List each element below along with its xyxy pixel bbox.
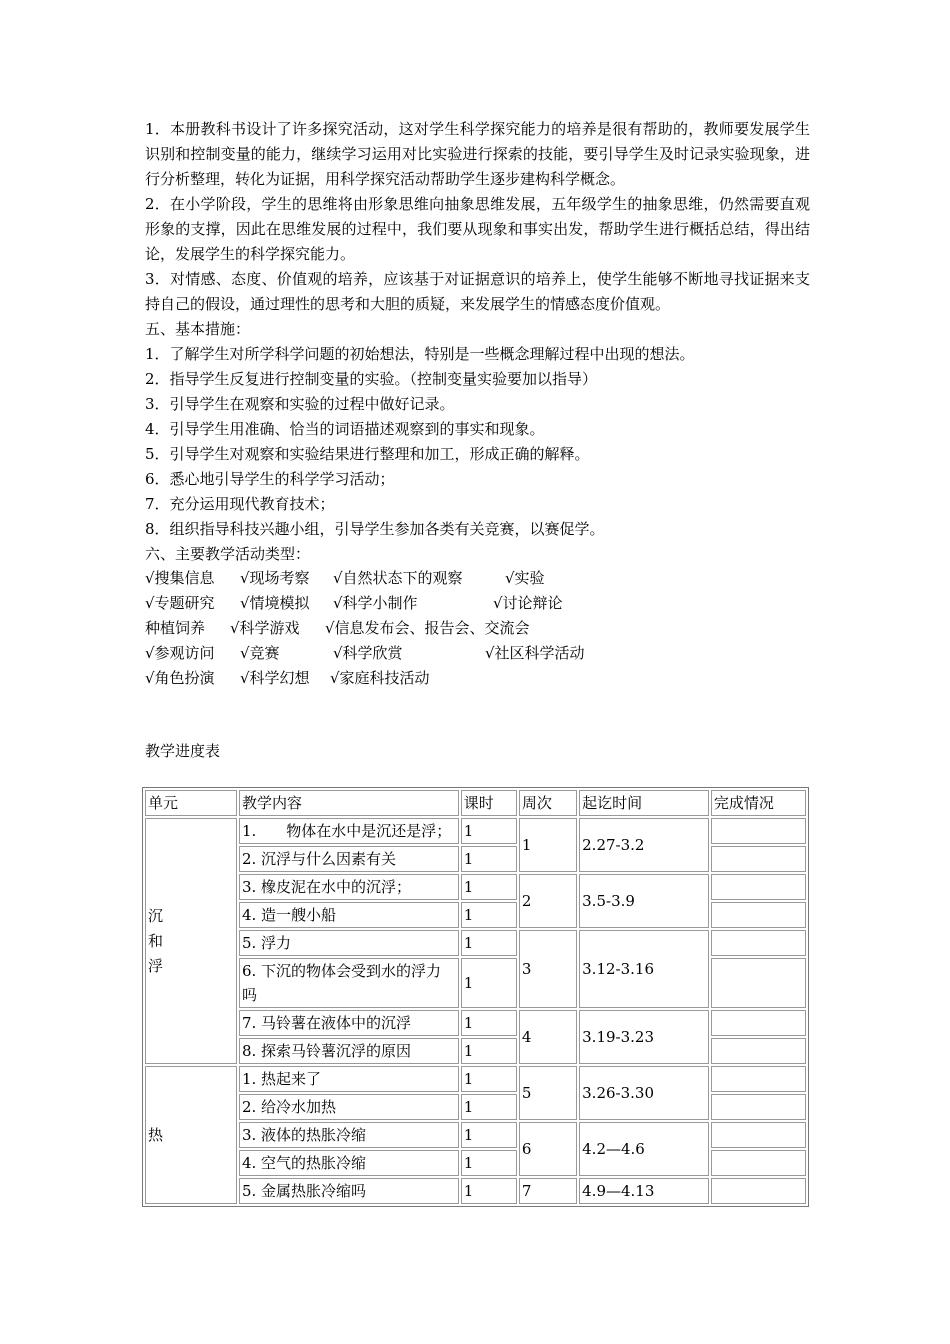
measure-item: 8．组织指导科技兴趣小组，引导学生参加各类有关竞赛，以赛促学。 <box>145 520 605 538</box>
unit-name-char: 浮 <box>148 956 164 975</box>
lesson-cell: 5. 金属热胀冷缩吗 <box>239 1178 459 1204</box>
lesson-cell: 8. 探索马铃薯沉浮的原因 <box>239 1038 459 1064</box>
activity-type: √情境模拟 <box>240 594 310 612</box>
hours-cell: 1 <box>461 958 517 1008</box>
schedule-table <box>142 787 809 1207</box>
section-6-heading: 六、主要教学活动类型： <box>145 545 311 563</box>
unit-cell <box>145 1066 237 1204</box>
activity-type: 种植饲养 <box>145 619 206 637</box>
activity-type: √专题研究 <box>145 594 215 612</box>
week-cell: 1 <box>519 818 577 872</box>
measure-item: 6．悉心地引导学生的科学学习活动； <box>145 470 395 488</box>
activity-type: √参观访问 <box>145 644 215 662</box>
week-cell: 2 <box>519 874 577 928</box>
lesson-cell: 5. 浮力 <box>239 930 459 956</box>
hours-cell: 1 <box>461 902 517 928</box>
status-cell <box>711 1010 806 1036</box>
unit-name-char: 热 <box>148 1125 164 1144</box>
table-row <box>145 818 806 844</box>
unit-name-char: 和 <box>148 931 164 950</box>
header-cell: 教学内容 <box>239 790 459 816</box>
dates-cell: 4.2—4.6 <box>579 1122 709 1176</box>
dates-cell: 3.26-3.30 <box>579 1066 709 1120</box>
dates-cell: 2.27-3.2 <box>579 818 709 872</box>
dates-cell: 3.5-3.9 <box>579 874 709 928</box>
hours-cell: 1 <box>461 1066 517 1092</box>
week-cell: 7 <box>519 1178 577 1204</box>
activity-type: √自然状态下的观察 <box>333 569 463 587</box>
activity-type: √科学欣赏 <box>333 644 403 662</box>
lesson-cell: 1. 热起来了 <box>239 1066 459 1092</box>
activity-type: √家庭科技活动 <box>330 669 430 687</box>
measure-item: 2．指导学生反复进行控制变量的实验。（控制变量实验要加以指导） <box>145 370 598 388</box>
status-cell <box>711 1038 806 1064</box>
table-row <box>145 1122 806 1148</box>
status-cell <box>711 1094 806 1120</box>
activity-type: √科学小制作 <box>333 594 418 612</box>
hours-cell: 1 <box>461 818 517 844</box>
header-cell: 完成情况 <box>711 790 806 816</box>
lesson-cell: 4. 造一艘小船 <box>239 902 459 928</box>
status-cell <box>711 874 806 900</box>
hours-cell: 1 <box>461 1094 517 1120</box>
hours-cell: 1 <box>461 930 517 956</box>
table-row <box>145 1066 806 1092</box>
week-cell: 4 <box>519 1010 577 1064</box>
lesson-cell: 3. 液体的热胀冷缩 <box>239 1122 459 1148</box>
paragraph-3: 3．对情感、态度、价值观的培养，应该基于对证据意识的培养上，使学生能够不断地寻找证据来支持自己的假设，通过理性的思考和大胆的质疑，来发展学生的情感态度价值观。 <box>145 270 810 313</box>
measure-item: 1．了解学生对所学科学问题的初始想法，特别是一些概念理解过程中出现的想法。 <box>145 345 695 363</box>
status-cell <box>711 902 806 928</box>
status-cell <box>711 1122 806 1148</box>
header-cell: 周次 <box>519 790 577 816</box>
activity-type: √社区科学活动 <box>485 644 585 662</box>
dates-cell: 3.19-3.23 <box>579 1010 709 1064</box>
hours-cell: 1 <box>461 1010 517 1036</box>
table-row <box>145 874 806 900</box>
lesson-cell: 3. 橡皮泥在水中的沉浮； <box>239 874 459 900</box>
week-cell: 5 <box>519 1066 577 1120</box>
unit-name-char: 沉 <box>148 906 164 925</box>
week-cell: 6 <box>519 1122 577 1176</box>
status-cell <box>711 1066 806 1092</box>
measure-item: 4．引导学生用准确、恰当的词语描述观察到的事实和现象。 <box>145 420 545 438</box>
status-cell <box>711 958 806 1008</box>
lesson-cell: 2. 沉浮与什么因素有关 <box>239 846 459 872</box>
schedule-title: 教学进度表 <box>145 742 221 760</box>
header-cell: 课时 <box>461 790 517 816</box>
header-cell: 单元 <box>145 790 237 816</box>
table-row <box>145 1178 806 1204</box>
status-cell <box>711 818 806 844</box>
hours-cell: 1 <box>461 1178 517 1204</box>
activity-type: √现场考察 <box>240 569 310 587</box>
table-row <box>145 1010 806 1036</box>
week-cell: 3 <box>519 930 577 1008</box>
hours-cell: 1 <box>461 1150 517 1176</box>
dates-cell: 3.12-3.16 <box>579 930 709 1008</box>
lesson-cell: 4. 空气的热胀冷缩 <box>239 1150 459 1176</box>
activity-type: √竞赛 <box>240 644 280 662</box>
lesson-cell: 1. 物体在水中是沉还是浮； <box>239 818 459 844</box>
status-cell <box>711 1178 806 1204</box>
lesson-cell: 7. 马铃薯在液体中的沉浮 <box>239 1010 459 1036</box>
activity-type: √角色扮演 <box>145 669 215 687</box>
activity-type: √实验 <box>505 569 545 587</box>
activity-type: √信息发布会、报告会、交流会 <box>325 619 530 637</box>
lesson-cell: 2. 给冷水加热 <box>239 1094 459 1120</box>
dates-cell: 4.9—4.13 <box>579 1178 709 1204</box>
hours-cell: 1 <box>461 1122 517 1148</box>
section-5-heading: 五、基本措施： <box>145 320 251 338</box>
activity-type: √搜集信息 <box>145 569 215 587</box>
activity-type: √讨论辩论 <box>493 594 563 612</box>
table-header-row <box>145 790 806 816</box>
unit-cell <box>145 818 237 1064</box>
status-cell <box>711 1150 806 1176</box>
table-row <box>145 930 806 956</box>
activity-type: √科学游戏 <box>230 619 300 637</box>
header-cell: 起讫时间 <box>579 790 709 816</box>
paragraph-1: 1．本册教科书设计了许多探究活动，这对学生科学探究能力的培养是很有帮助的，教师要发展学生识别和控制变量的能力，继续学习运用对比实验进行探索的技能，要引导学生及时记录实验现象，进行分析整理，转化为证据，用科学探究活动帮助学生逐步建构科学概念。 <box>145 120 810 188</box>
measure-item: 7．充分运用现代教育技术； <box>145 495 335 513</box>
measure-item: 5．引导学生对观察和实验结果进行整理和加工，形成正确的解释。 <box>145 445 590 463</box>
hours-cell: 1 <box>461 846 517 872</box>
measure-item: 3．引导学生在观察和实验的过程中做好记录。 <box>145 395 455 413</box>
status-cell <box>711 846 806 872</box>
hours-cell: 1 <box>461 874 517 900</box>
status-cell <box>711 930 806 956</box>
hours-cell: 1 <box>461 1038 517 1064</box>
activity-type: √科学幻想 <box>240 669 310 687</box>
paragraph-2: 2．在小学阶段，学生的思维将由形象思维向抽象思维发展，五年级学生的抽象思维，仍然需要直观形象的支撑，因此在思维发展的过程中，我们要从现象和事实出发，帮助学生进行概括总结，得出结论，发展学生的科学探究能力。 <box>145 195 810 263</box>
lesson-cell: 6. 下沉的物体会受到水的浮力吗 <box>239 958 459 1008</box>
